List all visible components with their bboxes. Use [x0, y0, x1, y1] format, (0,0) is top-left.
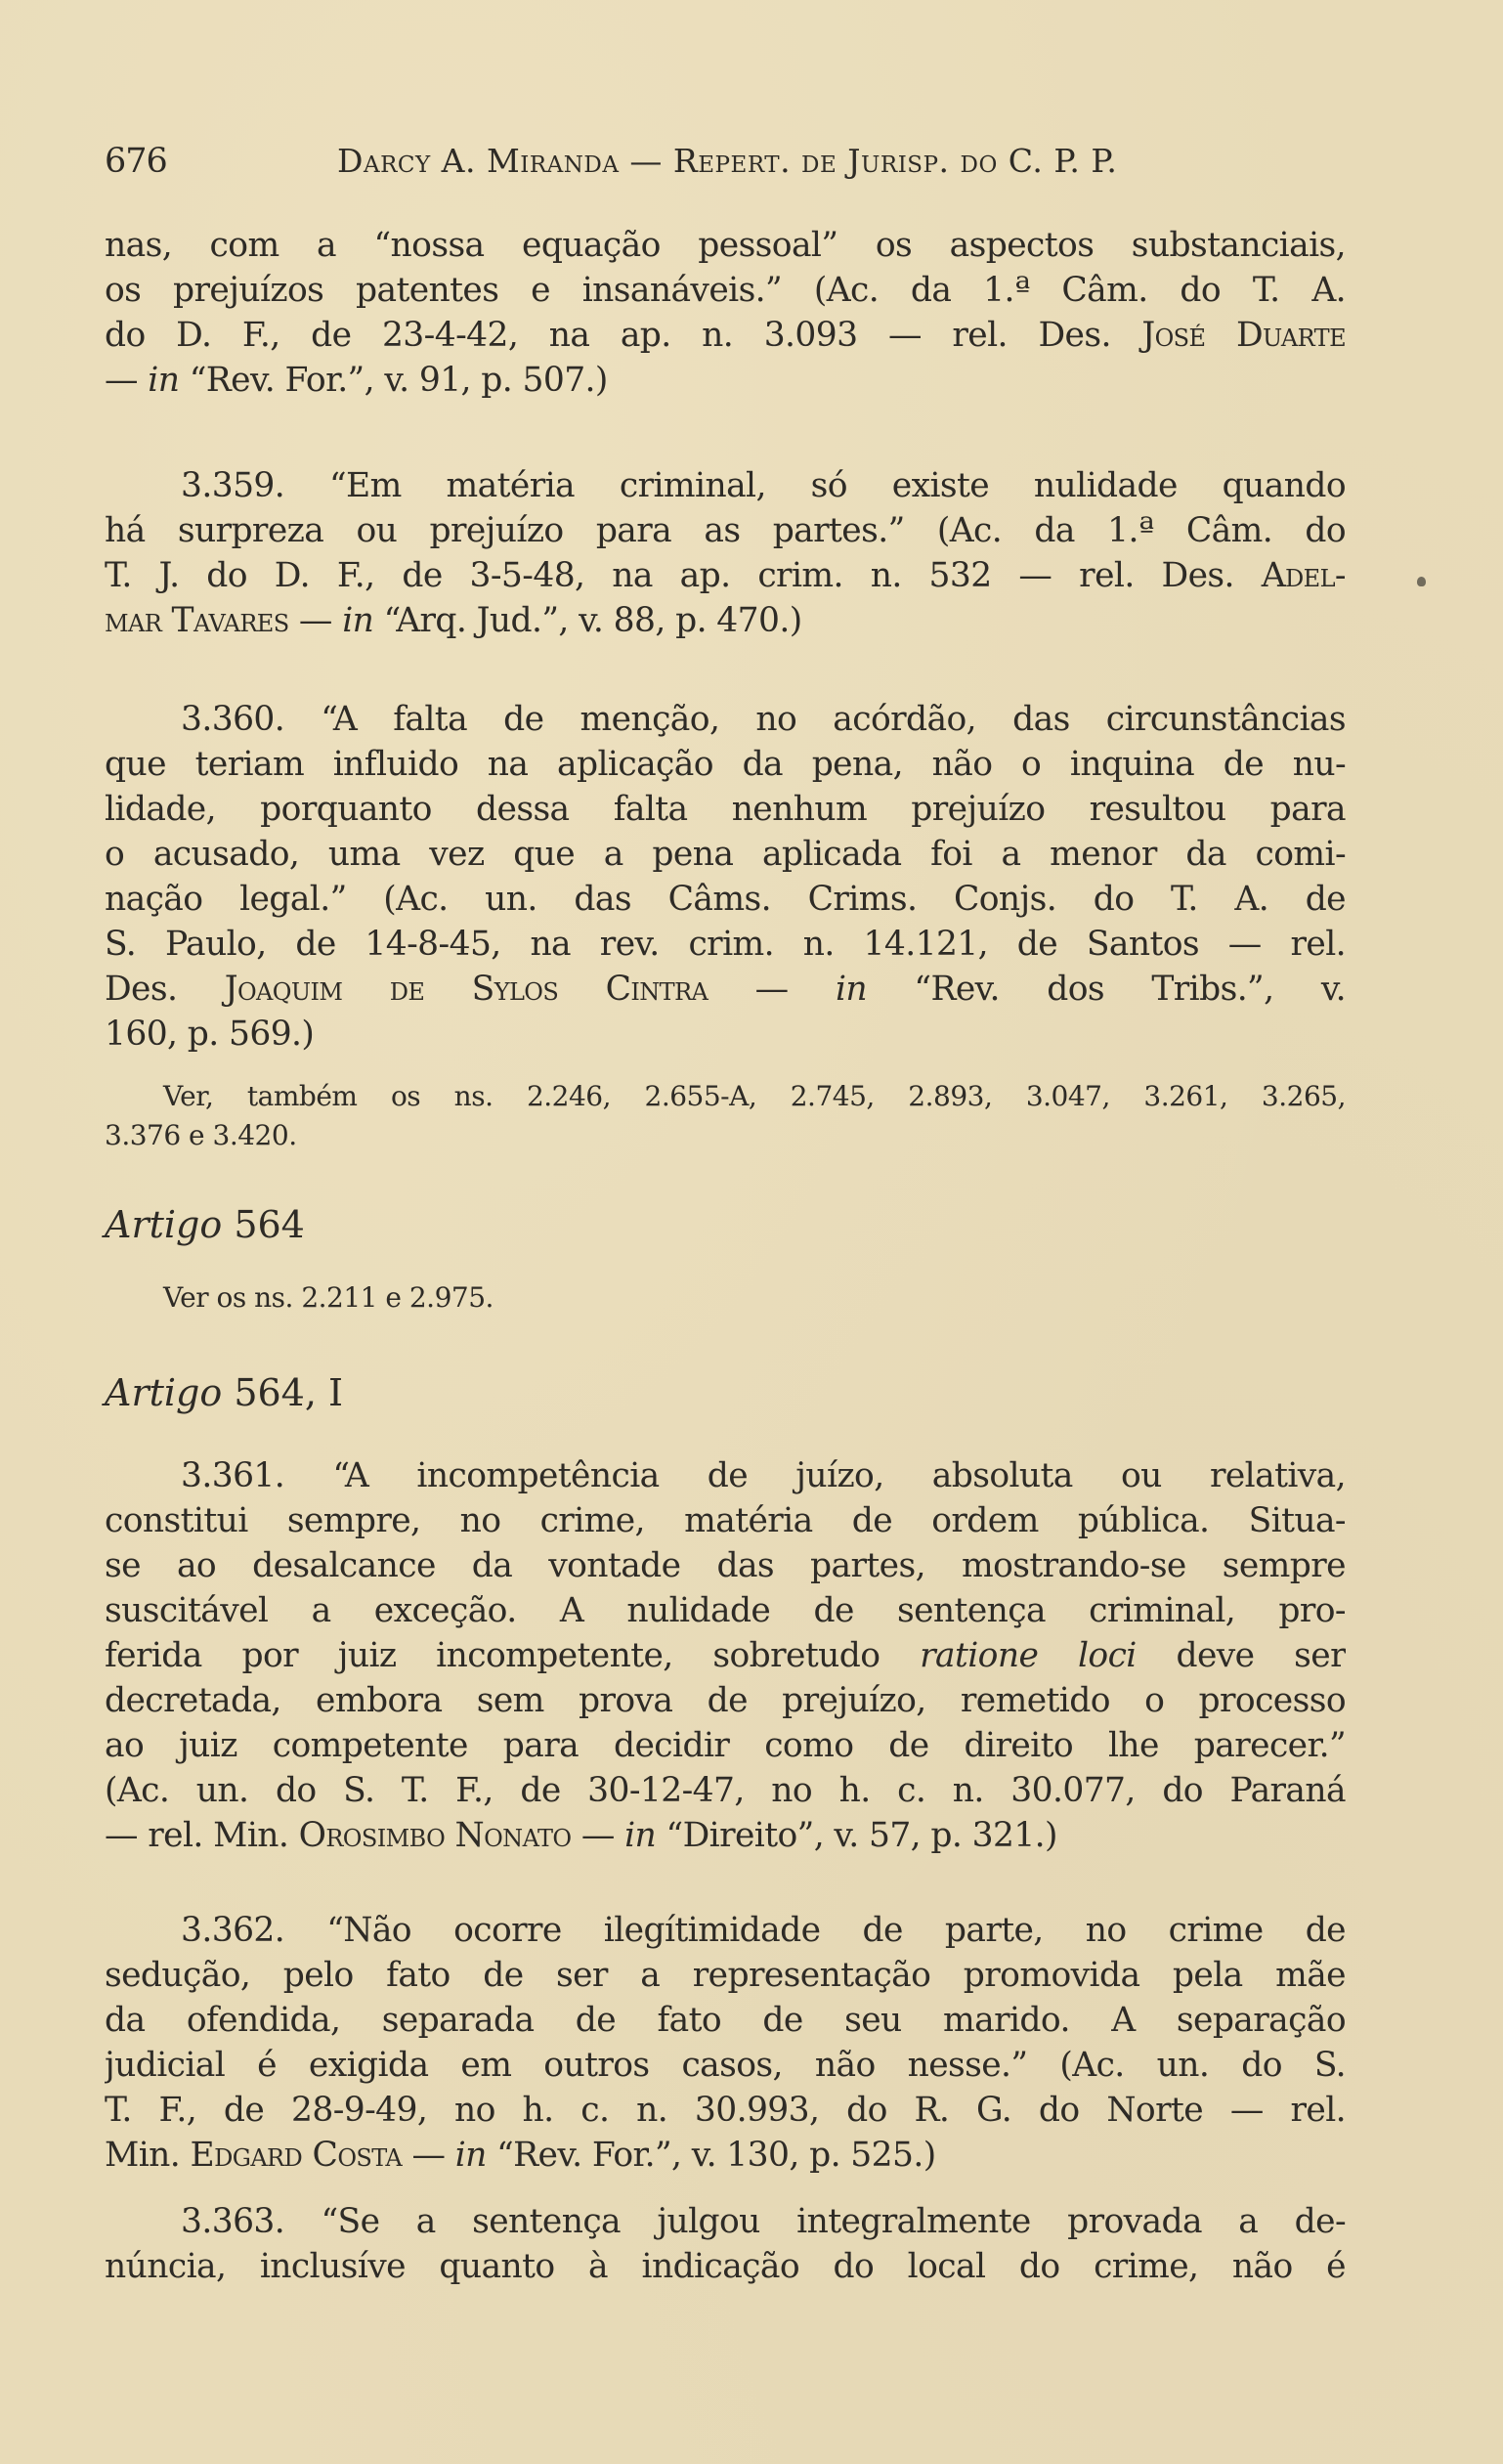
- in-italic: in: [454, 2136, 487, 2175]
- entry-3359: [105, 463, 1346, 643]
- text-line: constitui sempre, no crime, matéria de ordem pública. Situa-: [105, 1501, 1346, 1540]
- text-line: 3.360. “A falta de menção, no acórdão, das circunstâncias: [181, 700, 1346, 739]
- text-line: decretada, embora sem prova de prejuízo, remetido o processo: [105, 1681, 1346, 1720]
- in-italic: in: [148, 361, 180, 400]
- judge-name: Edgard Costa: [190, 2136, 403, 2175]
- judge-name: mar Tavares: [105, 601, 289, 640]
- text-fragment: “Rev. dos Tribs.”, v.: [867, 970, 1346, 1009]
- text-line: 160, p. 569.): [105, 1015, 315, 1054]
- text-line: S. Paulo, de 14-8-45, na rev. crim. n. 14.121, de Santos — rel.: [105, 925, 1346, 964]
- text-line: [105, 358, 1346, 403]
- article-heading-564: [105, 1200, 305, 1249]
- judge-name: Orosimbo Nonato: [298, 1816, 572, 1855]
- article-word: Artigo: [105, 1371, 223, 1414]
- text-line: [105, 1813, 1346, 1858]
- text-fragment: —: [105, 361, 149, 400]
- text-line: judicial é exigida em outros casos, não nesse.” (Ac. un. do S.: [105, 2046, 1346, 2085]
- text-line: 3.363. “Se a sentença julgou integralmente provada a de-: [181, 2202, 1346, 2241]
- text-fragment: Min.: [105, 2136, 191, 2175]
- article-heading-564-i: [105, 1368, 343, 1417]
- text-line: [105, 2133, 1346, 2178]
- text-fragment: —: [288, 601, 343, 640]
- text-line: o acusado, uma vez que a pena aplicada foi a menor da comi-: [105, 835, 1346, 874]
- article-number: 564: [222, 1203, 305, 1246]
- text-line: sedução, pelo fato de ser a representação promovida pela mãe: [105, 1956, 1346, 1995]
- text-fragment: —: [708, 970, 836, 1009]
- text-line: núncia, inclusíve quanto à indicação do local do crime, não é: [105, 2247, 1346, 2286]
- article-number: 564, I: [222, 1371, 344, 1414]
- text-fragment: do D. F., de 23-4-42, na ap. n. 3.093 — rel. Des.: [105, 316, 1142, 355]
- text-line: [105, 553, 1346, 598]
- text-fragment: ferida por juiz incompetente, sobretudo: [105, 1636, 921, 1675]
- text-fragment: —: [402, 2136, 455, 2175]
- continuation-paragraph: [105, 223, 1346, 403]
- judge-name: Adel-: [1261, 556, 1346, 595]
- text-fragment: “Rev. For.”, v. 130, p. 525.): [486, 2136, 936, 2175]
- text-fragment: deve ser: [1136, 1636, 1346, 1675]
- see-also-note: [105, 1278, 1346, 1318]
- text-line: 3.376 e 3.420.: [105, 1119, 297, 1151]
- text-line: nas, com a “nossa equação pessoal” os aspectos substanciais,: [105, 226, 1346, 265]
- text-line: T. F., de 28-9-49, no h. c. n. 30.993, do R. G. do Norte — rel.: [105, 2091, 1346, 2130]
- running-title: Darcy A. Miranda — Repert. de Jurisp. do C. P. P.: [337, 142, 1118, 180]
- in-italic: in: [624, 1816, 657, 1855]
- entry-3360: [105, 697, 1346, 1057]
- text-fragment: “Rev. For.”, v. 91, p. 507.): [179, 361, 608, 400]
- text-line: Ver, também os ns. 2.246, 2.655-A, 2.745, 2.893, 3.047, 3.261, 3.265,: [163, 1080, 1346, 1112]
- text-fragment: “Arq. Jud.”, v. 88, p. 470.): [373, 601, 802, 640]
- text-line: [105, 313, 1346, 358]
- in-italic: in: [835, 970, 868, 1009]
- entry-3361: [105, 1453, 1346, 1858]
- page-number: 676: [105, 142, 167, 181]
- judge-name: Joaquim de Sylos Cintra: [224, 970, 709, 1009]
- text-fragment: “Direito”, v. 57, p. 321.): [656, 1816, 1057, 1855]
- text-line: 3.361. “A incompetência de juízo, absoluta ou relativa,: [181, 1456, 1346, 1495]
- entry-3363: [105, 2199, 1346, 2289]
- text-fragment: — rel. Min.: [105, 1816, 299, 1855]
- entry-3362: [105, 1908, 1346, 2178]
- text-line: [105, 598, 1346, 643]
- text-line: da ofendida, separada de fato de seu marido. A separação: [105, 2001, 1346, 2040]
- text-line: 3.362. “Não ocorre ilegítimidade de parte, no crime de: [181, 1911, 1346, 1950]
- in-italic: in: [342, 601, 374, 640]
- article-word: Artigo: [105, 1203, 223, 1246]
- see-also-note: [105, 1077, 1346, 1155]
- text-line: (Ac. un. do S. T. F., de 30-12-47, no h. c. n. 30.077, do Paraná: [105, 1771, 1346, 1810]
- text-line: suscitável a exceção. A nulidade de sentença criminal, pro-: [105, 1591, 1346, 1630]
- text-line: 3.359. “Em matéria criminal, só existe nulidade quando: [181, 466, 1346, 505]
- text-line: lidade, porquanto dessa falta nenhum prejuízo resultou para: [105, 790, 1346, 829]
- judge-name: José Duarte: [1141, 316, 1346, 355]
- text-line: Ver os ns. 2.211 e 2.975.: [163, 1281, 494, 1314]
- text-line: que teriam influido na aplicação da pena, não o inquina de nu-: [105, 745, 1346, 784]
- text-line: [105, 1633, 1346, 1678]
- text-line: se ao desalcance da vontade das partes, mostrando-se sempre: [105, 1546, 1346, 1585]
- latin-phrase: ratione loci: [920, 1636, 1137, 1675]
- text-fragment: T. J. do D. F., de 3-5-48, na ap. crim. n. 532 — rel. Des.: [105, 556, 1262, 595]
- text-line: há surpreza ou prejuízo para as partes.” (Ac. da 1.ª Câm. do: [105, 511, 1346, 550]
- text-line: os prejuízos patentes e insanáveis.” (Ac. da 1.ª Câm. do T. A.: [105, 271, 1346, 310]
- page-header: [105, 137, 1346, 186]
- text-line: ao juiz competente para decidir como de direito lhe parecer.”: [105, 1726, 1346, 1765]
- text-line: [105, 967, 1346, 1012]
- text-fragment: —: [571, 1816, 625, 1855]
- ink-speck: [1417, 577, 1426, 586]
- text-fragment: Des.: [105, 970, 225, 1009]
- text-line: nação legal.” (Ac. un. das Câms. Crims. Conjs. do T. A. de: [105, 880, 1346, 919]
